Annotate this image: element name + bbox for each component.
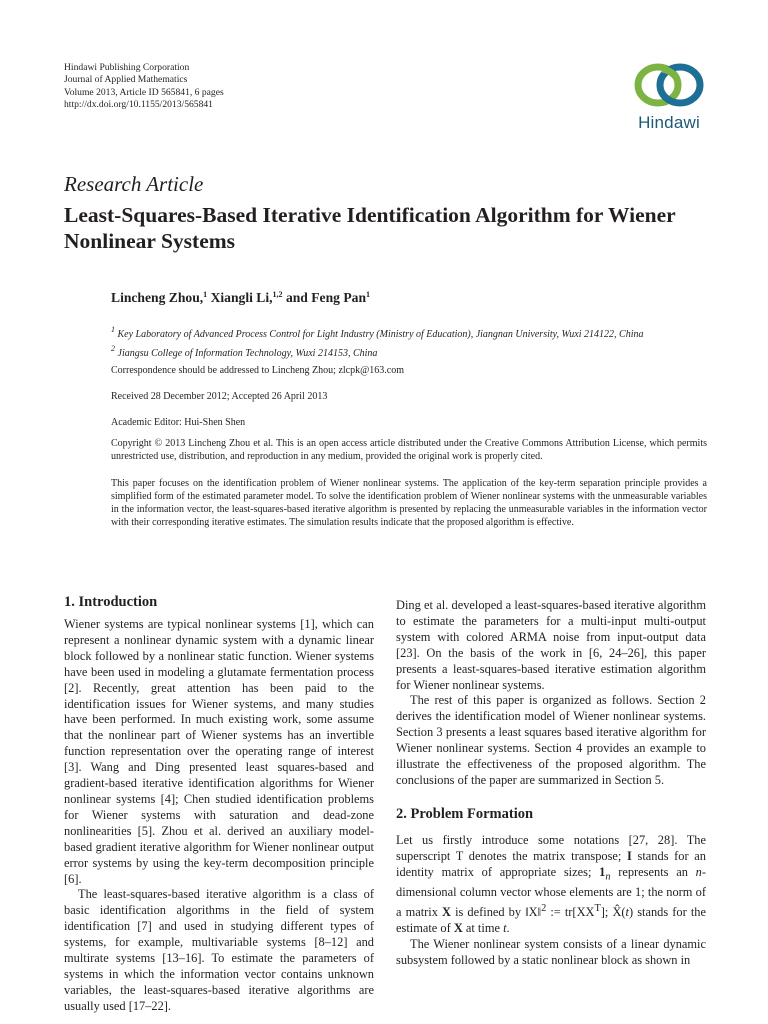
- author-name: Xiangli Li,: [210, 290, 273, 305]
- author-name: Lincheng Zhou,: [111, 290, 204, 305]
- hindawi-logo: [632, 60, 714, 140]
- journal-name: Journal of Applied Mathematics: [64, 74, 188, 86]
- paragraph: Wiener systems are typical nonlinear systems [1], which can represent a nonlinear dynamic system with a dynamic linear block followed by a nonlinear static function. Wiener systems have been used in modeling a glutamate fermentation process [2]. Recently, great attention has been paid to the identification issues for Wiener systems, and many studies have been performed. In much existing work, some assume that the nonlinear part of Wiener systems has an invertible function representation over the operating range of interest [3]. Wang and Ding presented least squares-based and gradient-based iterative identification algorithms for Wiener nonlinear systems [4]; Chen studied identification problems for Wiener systems with saturation and dead-zone nonlinearities [5]. Zhou et al. derived an auxiliary model-based gradient iterative algorithm for Wiener nonlinear output error systems by using the key-term decomposition principle [6].: [64, 617, 374, 886]
- publication-info: [64, 62, 224, 111]
- right-column: [396, 598, 706, 789]
- author-list: [111, 290, 370, 306]
- correspondence: Correspondence should be addressed to Lincheng Zhou; zlcpk@163.com: [111, 365, 405, 376]
- publisher-name: Hindawi Publishing Corporation: [64, 62, 190, 73]
- received-dates: Received 28 December 2012; Accepted 26 April 2013: [111, 391, 328, 402]
- abstract: This paper focuses on the identification problem of Wiener nonlinear systems. The application of the key-term separation principle provides a simplified form of the estimated parameter model. To solve the identification problem of Wiener nonlinear systems with the unmeasurable variables in the information vector, the least-squares-based iterative algorithm is presented by replacing the unmeasurable variables in the information vector with their corresponding iterative estimates. The simulation results indicate that the proposed algorithm is effective.: [111, 478, 707, 528]
- affiliation-item: $^1$ Key Laboratory of Advanced Process Control for Light Industry (Ministry of Education), Jiangnan University, Wuxi 214122, China: [111, 325, 644, 340]
- academic-editor: Academic Editor: Hui-Shen Shen: [111, 417, 246, 428]
- article-title: Least-Squares-Based Iterative Identification Algorithm for Wiener Nonlinear Systems: [64, 203, 676, 253]
- section-heading-introduction: 1. Introduction: [64, 594, 158, 610]
- affiliation-item: $^2$ Jiangsu College of Information Technology, Wuxi 214153, China: [111, 344, 378, 359]
- paragraph: Let us firstly introduce some notations [27, 28]. The superscript T denotes the matrix transpose; I stands for an identity matrix of appropriate sizes; $1_n$ represents an n-dimensional column vector whose elements are 1; the norm of a matrix X is defined by ‖X‖$^2$ := $tr[XX^T]$; X̂(t) stands for the estimate of X at time t.: [396, 833, 706, 936]
- doi-link[interactable]: http://dx.doi.org/10.1155/2013/565841: [64, 98, 213, 110]
- hindawi-logo-text: Hindawi: [638, 113, 700, 132]
- hindawi-rings-icon: [632, 60, 706, 110]
- paragraph: The rest of this paper is organized as follows. Section 2 derives the identification model of Wiener nonlinear systems. Section 3 presents a least squares based iterative algorithm for Wiener nonlinear systems. Section 4 provides an example to illustrate the effectiveness of the proposed algorithm. The conclusions of the paper are summarized in Section 5.: [396, 693, 706, 787]
- paragraph: The least-squares-based iterative algorithm is a class of basic identification algorithms in the field of system identification [7] and used in studying different types of systems, for example, multivariable systems [8–12] and multirate systems [13–16]. To estimate the parameters of systems in which the information vector contains unknown variables, the least-squares-based iterative algorithms are usually used [17–22].: [64, 887, 374, 1013]
- affiliations: [111, 323, 711, 361]
- left-column: [64, 617, 374, 1015]
- paragraph: The Wiener nonlinear system consists of a linear dynamic subsystem followed by a static nonlinear block as shown in: [396, 937, 706, 967]
- author-affil-sup: 1: [366, 290, 371, 299]
- section-heading-problem-formation: 2. Problem Formation: [396, 806, 534, 822]
- paragraph: Ding et al. developed a least-squares-based iterative algorithm to estimate the parameters for a multi-input multi-output system with colored ARMA noise from input-output data [23]. On the basis of the work in [6, 24–26], this paper presents a least-squares-based iterative estimation algorithm for Wiener nonlinear systems.: [396, 598, 706, 692]
- article-type: Research Article: [64, 172, 204, 196]
- right-column-section2: [396, 833, 706, 969]
- author-name: and Feng Pan: [285, 290, 367, 305]
- volume-info: Volume 2013, Article ID 565841, 6 pages: [64, 86, 224, 98]
- copyright-notice: Copyright © 2013 Lincheng Zhou et al. This is an open access article distributed under the Creative Commons Attribution License, which permits unrestricted use, distribution, and reproduction in any medium, provided the original work is properly cited.: [111, 438, 707, 462]
- author-affil-sup: 1,2: [272, 290, 283, 299]
- author-affil-sup: 1: [203, 290, 208, 299]
